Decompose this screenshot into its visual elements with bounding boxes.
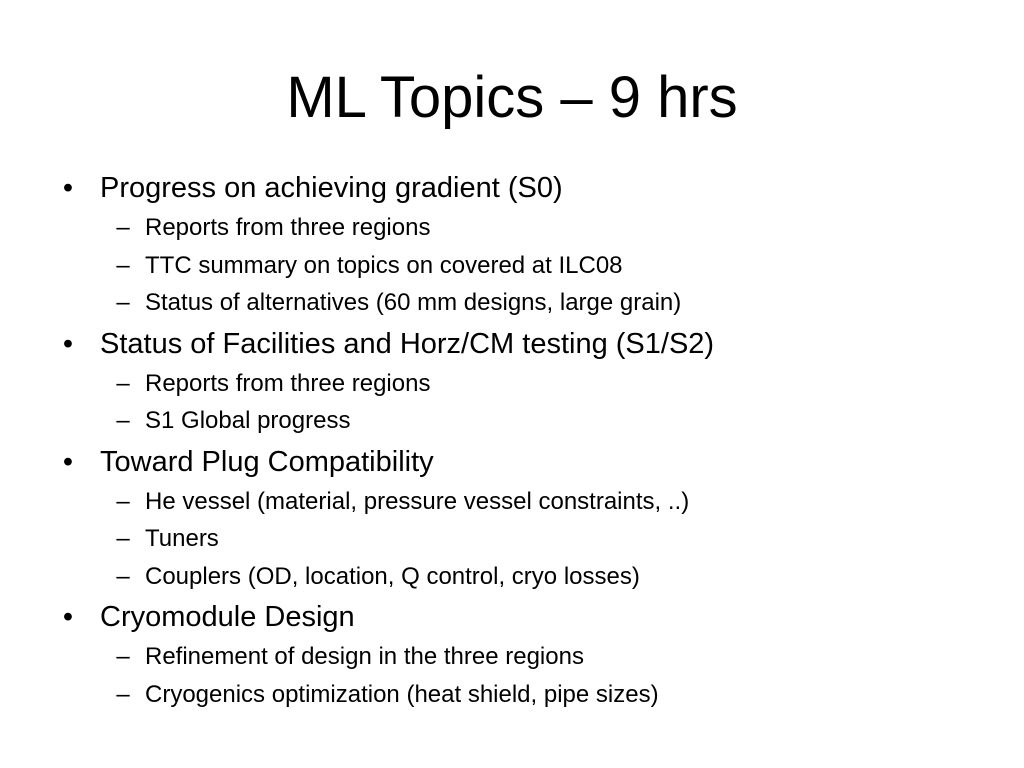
sub-bullet-text: Refinement of design in the three regions	[145, 643, 584, 670]
sub-bullet-text: Cryogenics optimization (heat shield, pipe sizes)	[145, 680, 659, 708]
dash-icon: –	[116, 289, 130, 316]
dash-icon: –	[116, 369, 130, 397]
sub-bullet-text: Tuners	[145, 525, 219, 552]
dash-icon: –	[116, 407, 130, 434]
dash-icon: –	[116, 487, 130, 515]
bullet-text: Progress on achieving gradient (S0)	[100, 172, 563, 204]
dash-icon: –	[116, 643, 130, 670]
sub-bullet-text: He vessel (material, pressure vessel constraints, ..)	[145, 487, 690, 515]
dash-icon: –	[116, 680, 130, 708]
bullet-text: Toward Plug Compatibility	[100, 445, 434, 478]
sub-bullet-item	[100, 209, 1024, 247]
bullet-list	[0, 170, 1024, 713]
sub-bullet-item	[100, 284, 1024, 322]
bullet-icon: •	[62, 601, 74, 633]
bullet-item	[0, 444, 1024, 596]
bullet-icon: •	[62, 445, 74, 478]
sub-bullet-text: Reports from three regions	[145, 369, 431, 397]
sub-bullet-item	[100, 247, 1024, 285]
bullet-item	[0, 599, 1024, 713]
bullet-item	[0, 326, 1024, 440]
dash-icon: –	[116, 525, 130, 552]
sub-bullet-text: S1 Global progress	[145, 407, 351, 434]
sub-bullet-list	[100, 209, 1024, 322]
sub-bullet-text: Couplers (OD, location, Q control, cryo losses)	[145, 562, 640, 590]
sub-bullet-item	[100, 483, 1024, 521]
bullet-text: Cryomodule Design	[100, 601, 355, 633]
sub-bullet-item	[100, 402, 1024, 440]
dash-icon: –	[116, 562, 130, 590]
sub-bullet-text: Reports from three regions	[145, 214, 431, 241]
sub-bullet-text: Status of alternatives (60 mm designs, large grain)	[145, 289, 682, 316]
sub-bullet-list	[100, 365, 1024, 440]
bullet-item	[0, 170, 1024, 322]
sub-bullet-list	[100, 638, 1024, 713]
sub-bullet-text: TTC summary on topics on covered at ILC08	[145, 251, 623, 279]
slide-title: ML Topics – 9 hrs	[286, 65, 738, 130]
sub-bullet-item	[100, 520, 1024, 558]
bullet-icon: •	[62, 172, 74, 204]
bullet-text: Status of Facilities and Horz/CM testing (S1/S2)	[100, 327, 715, 360]
sub-bullet-item	[100, 558, 1024, 596]
sub-bullet-item	[100, 676, 1024, 714]
sub-bullet-item	[100, 365, 1024, 403]
bullet-icon: •	[62, 327, 74, 360]
sub-bullet-list	[100, 483, 1024, 596]
dash-icon: –	[116, 251, 130, 279]
sub-bullet-item	[100, 638, 1024, 676]
dash-icon: –	[116, 214, 130, 241]
